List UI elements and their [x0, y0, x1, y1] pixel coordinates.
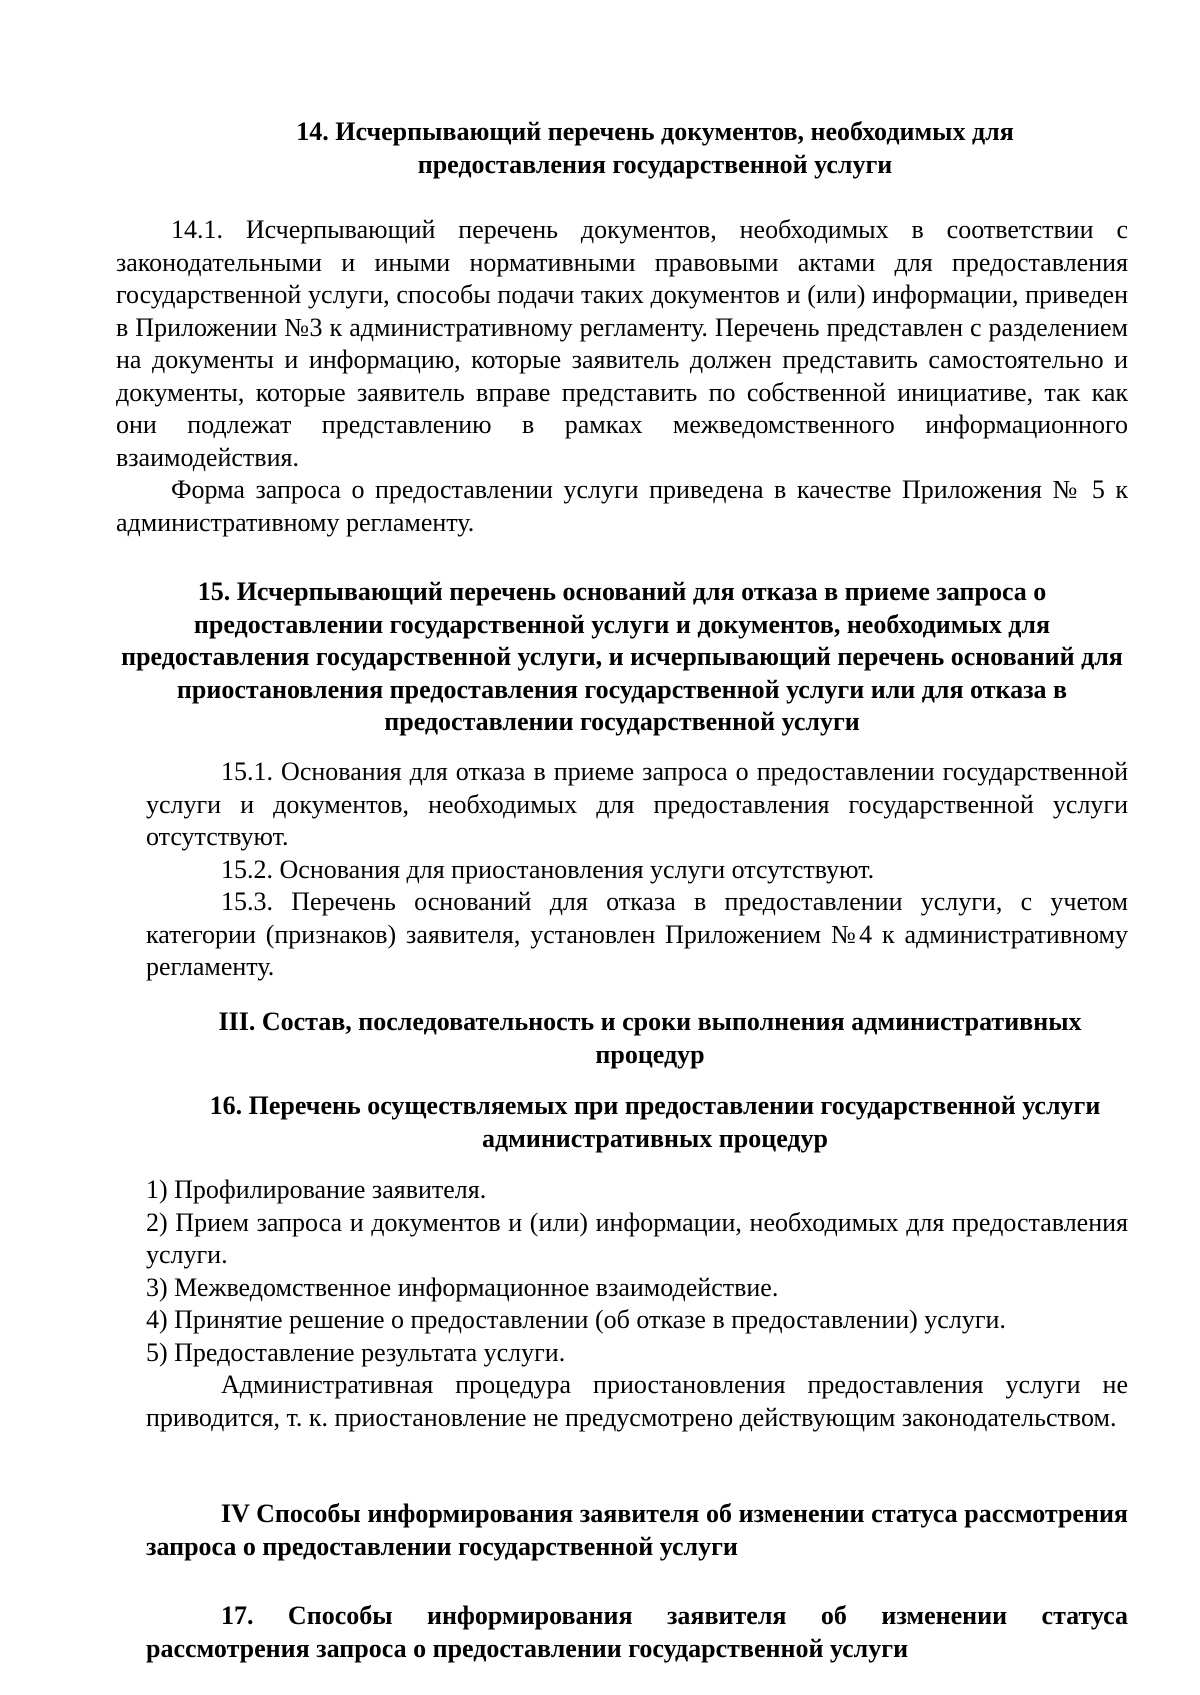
- section-14-paragraph-2: Форма запроса о предоставлении услуги приведена в качестве Приложения № 5 к административному регламенту.: [116, 475, 1128, 537]
- list-item: 3) Межведомственное информационное взаимодействие.: [146, 1272, 779, 1302]
- section-15-body: [146, 756, 1128, 984]
- section-16-procedures-list: [146, 1174, 1128, 1434]
- list-item: 1) Профилирование заявителя.: [146, 1175, 487, 1204]
- section-14-body: [116, 214, 1128, 539]
- list-item: 2) Прием запроса и документов и (или) информации, необходимых для предоставления услуги.: [146, 1207, 1128, 1269]
- section-III-heading: III. Состав, последовательность и сроки выполнения административных процедур: [218, 1007, 1082, 1069]
- section-14-heading: 14. Исчерпывающий перечень документов, необходимых для предоставления государственной услуги: [296, 117, 1014, 179]
- section-15-heading: 15. Исчерпывающий перечень оснований для отказа в приеме запроса о предоставлении государственной услуги и документов, необходимых для предоставления государственной услуги, и исчерпывающий перечень оснований для приостановления предоставления государственной услуги или для отказа в предоставлении государственной услуги: [121, 577, 1123, 736]
- section-16-note: Административная процедура приостановления предоставления услуги не приводится, т. к. приостановление не предусмотрено действующим законодательством.: [146, 1370, 1128, 1432]
- section-15-paragraph-3: 15.3. Перечень оснований для отказа в предоставлении услуги, с учетом категории (признаков) заявителя, установлен Приложением №4 к административному регламенту.: [146, 887, 1128, 981]
- list-item: 4) Принятие решение о предоставлении (об отказе в предоставлении) услуги.: [146, 1305, 1006, 1334]
- section-15-paragraph-1: 15.1. Основания для отказа в приеме запроса о предоставлении государственной услуги и документов, необходимых для предоставления государственной услуги отсутствуют.: [146, 757, 1128, 851]
- section-14-paragraph-1: 14.1. Исчерпывающий перечень документов, необходимых в соответствии с законодательными и иными нормативными правовыми актами для предоставления государственной услуги, способы подачи таких документов и (или) информации, приведен в Приложении №3 к административному регламенту. Перечень представлен с разделением на документы и информацию, которые заявитель должен представить самостоятельно и документы, которые заявитель вправе представить по собственной инициативе, так как они подлежат представлению в рамках межведомственного информационного взаимодействия.: [116, 215, 1128, 472]
- section-IV-heading: IV Способы информирования заявителя об изменении статуса рассмотрения запроса о предоставлении государственной услуги: [146, 1499, 1128, 1561]
- list-item: 5) Предоставление результата услуги.: [146, 1337, 566, 1367]
- section-17-heading: 17. Способы информирования заявителя об изменении статуса рассмотрения запроса о предоставлении государственной услуги: [146, 1601, 1128, 1663]
- section-16-heading: 16. Перечень осуществляемых при предоставлении государственной услуги административных процедур: [209, 1091, 1101, 1153]
- section-15-paragraph-2: 15.2. Основания для приостановления услуги отсутствуют.: [221, 854, 875, 884]
